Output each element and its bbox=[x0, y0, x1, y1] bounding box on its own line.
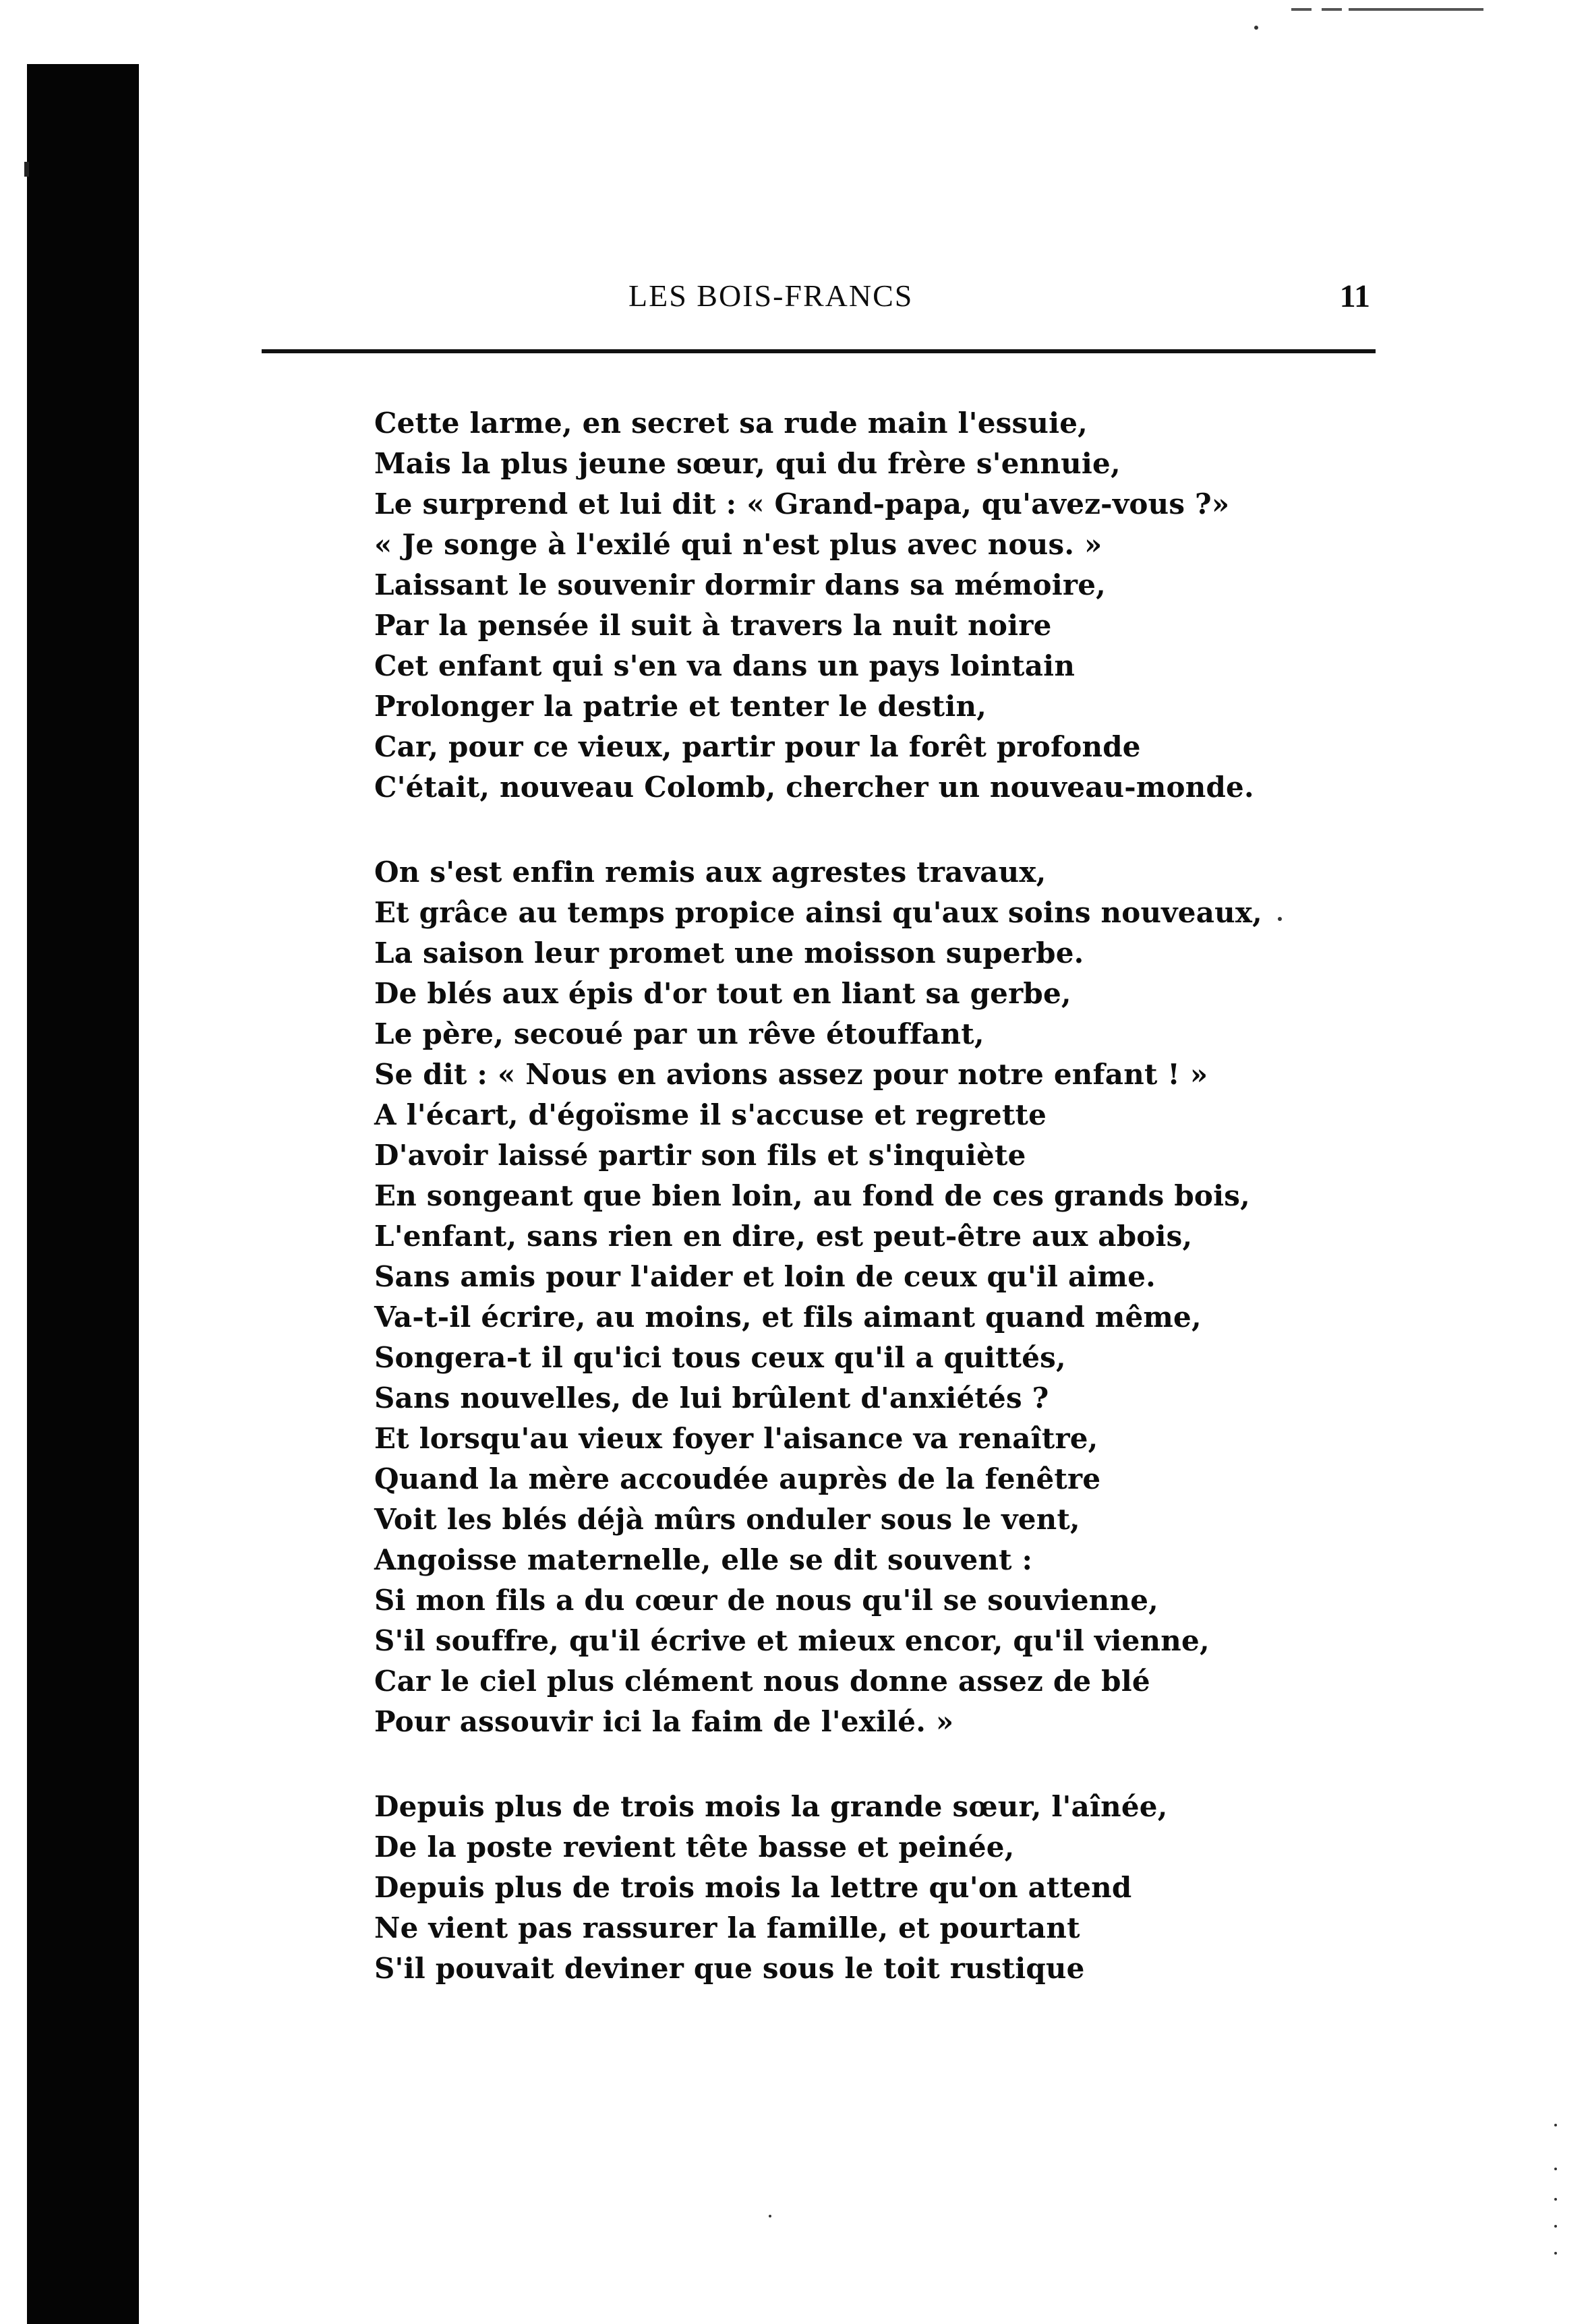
verse-line: La saison leur promet une moisson superbe. bbox=[374, 936, 1084, 970]
running-title: LES BOIS-FRANCS bbox=[628, 278, 914, 313]
stanza-3 bbox=[374, 1787, 1318, 1989]
stanza-2 bbox=[374, 852, 1318, 1742]
scan-mark bbox=[1291, 8, 1312, 11]
verse-line: Quand la mère accoudée auprès de la fenêtre bbox=[374, 1462, 1101, 1495]
page-number: 11 bbox=[1339, 278, 1370, 314]
verse-line: En songeant que bien loin, au fond de ces grands bois, bbox=[374, 1179, 1250, 1212]
scan-dot bbox=[1554, 2225, 1557, 2228]
verse-line: Songera-t il qu'ici tous ceux qu'il a quittés, bbox=[374, 1341, 1066, 1374]
scan-dot bbox=[1554, 2124, 1557, 2126]
verse-line: Cet enfant qui s'en va dans un pays lointain bbox=[374, 649, 1076, 682]
verse-line: Car, pour ce vieux, partir pour la forêt profonde bbox=[374, 730, 1141, 763]
book-gutter-shadow bbox=[27, 64, 139, 2324]
scan-speck bbox=[24, 162, 29, 177]
poem-body bbox=[374, 403, 1318, 2033]
scan-dot bbox=[1554, 2252, 1557, 2255]
scan-dot bbox=[1554, 2198, 1557, 2201]
verse-line: Depuis plus de trois mois la grande sœur, l'aînée, bbox=[374, 1790, 1168, 1823]
scan-mark bbox=[1322, 8, 1342, 11]
verse-line: Le surprend et lui dit : « Grand-papa, qu'avez-vous ?» bbox=[374, 487, 1230, 520]
verse-line: Ne vient pas rassurer la famille, et pourtant bbox=[374, 1911, 1080, 1944]
verse-line: Depuis plus de trois mois la lettre qu'on attend bbox=[374, 1871, 1132, 1904]
header-rule bbox=[262, 349, 1376, 353]
scan-dot bbox=[1254, 26, 1258, 30]
verse-line: A l'écart, d'égoïsme il s'accuse et regrette bbox=[374, 1098, 1047, 1131]
verse-line: Car le ciel plus clément nous donne assez de blé bbox=[374, 1665, 1150, 1698]
verse-line: Par la pensée il suit à travers la nuit noire bbox=[374, 609, 1052, 642]
stanza-1 bbox=[374, 403, 1318, 808]
scan-dot bbox=[1554, 2168, 1557, 2170]
verse-line: Prolonger la patrie et tenter le destin, bbox=[374, 690, 987, 723]
verse-line: C'était, nouveau Colomb, chercher un nouveau-monde. bbox=[374, 771, 1254, 804]
verse-line: Laissant le souvenir dormir dans sa mémoire, bbox=[374, 568, 1106, 601]
verse-line: De blés aux épis d'or tout en liant sa gerbe, bbox=[374, 977, 1071, 1010]
verse-line: « Je songe à l'exilé qui n'est plus avec nous. » bbox=[374, 528, 1102, 561]
verse-line: Sans amis pour l'aider et loin de ceux qu'il aime. bbox=[374, 1260, 1156, 1293]
verse-line: Sans nouvelles, de lui brûlent d'anxiétés ? bbox=[374, 1381, 1049, 1414]
page-header bbox=[263, 278, 1376, 325]
verse-line: Voit les blés déjà mûrs onduler sous le vent, bbox=[374, 1503, 1080, 1536]
verse-line: Si mon fils a du cœur de nous qu'il se souvienne, bbox=[374, 1584, 1158, 1617]
scan-dot bbox=[769, 2215, 771, 2217]
verse-line: De la poste revient tête basse et peinée, bbox=[374, 1830, 1015, 1864]
verse-line: S'il souffre, qu'il écrive et mieux encor, qu'il vienne, bbox=[374, 1624, 1210, 1657]
verse-line: S'il pouvait deviner que sous le toit rustique bbox=[374, 1952, 1085, 1985]
verse-line: Se dit : « Nous en avions assez pour notre enfant ! » bbox=[374, 1058, 1208, 1091]
verse-line: D'avoir laissé partir son fils et s'inquiète bbox=[374, 1139, 1026, 1172]
verse-line: Mais la plus jeune sœur, qui du frère s'ennuie, bbox=[374, 447, 1121, 480]
verse-line: Cette larme, en secret sa rude main l'essuie, bbox=[374, 407, 1088, 440]
verse-line: Et grâce au temps propice ainsi qu'aux soins nouveaux, bbox=[374, 896, 1262, 929]
verse-line: L'enfant, sans rien en dire, est peut-être aux abois, bbox=[374, 1220, 1193, 1253]
verse-line: Angoisse maternelle, elle se dit souvent : bbox=[374, 1543, 1033, 1576]
verse-line: On s'est enfin remis aux agrestes travaux, bbox=[374, 856, 1047, 889]
verse-line: Pour assouvir ici la faim de l'exilé. » bbox=[374, 1705, 954, 1738]
verse-line: Et lorsqu'au vieux foyer l'aisance va renaître, bbox=[374, 1422, 1098, 1455]
scan-mark bbox=[1349, 8, 1483, 11]
verse-line: Va-t-il écrire, au moins, et fils aimant quand même, bbox=[374, 1301, 1202, 1334]
verse-line: Le père, secoué par un rêve étouffant, bbox=[374, 1017, 984, 1050]
